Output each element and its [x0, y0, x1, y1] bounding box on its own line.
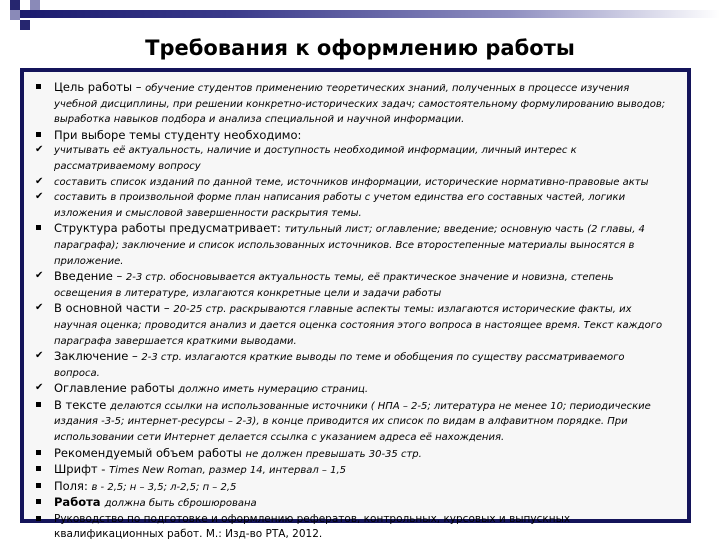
item-text: 2-3 стр. обосновывается актуальность темы, её практическое значение и новизна, степень освещения в литературе, излагаются конкретные цели и задачи работы: [54, 272, 614, 299]
list-item: [34, 479, 672, 496]
item-lead: Введение –: [54, 269, 126, 284]
item-lead: Работа: [54, 495, 105, 510]
checkmark-icon: ✔: [35, 191, 44, 203]
item-lead: Структура работы предусматривает:: [54, 221, 285, 236]
decor-square: [0, 10, 10, 20]
list-item: [34, 381, 672, 398]
requirements-list: [34, 80, 672, 541]
item-text: делаются ссылки на использованные источники ( НПА – 2-5; литература не менее 10; периодические издания -3-5; интернет-ресурсы – 2-3), в конце приводится их список по видам в алфавитном порядке. При использовании сети Интернет делается ссылка с указанием адреса её нахождения.: [54, 400, 651, 444]
checkmark-icon: ✔: [35, 175, 44, 187]
list-item: [34, 269, 672, 301]
list-item: [34, 446, 672, 463]
item-text: 2-3 стр. излагаются краткие выводы по теме и обобщения по существу рассматриваемого вопроса.: [54, 352, 625, 379]
list-item: [34, 349, 672, 381]
content-panel: [20, 68, 691, 540]
item-text: Times New Roman, размер 14, интервал – 1,5: [109, 465, 347, 477]
item-lead: Поля:: [54, 478, 92, 493]
list-item: [34, 398, 672, 446]
decor-square: [10, 20, 20, 30]
checkmark-icon: ✔: [35, 302, 44, 314]
list-item: [34, 143, 672, 174]
item-lead: Руководство по подготовке и оформлению рефератов, контрольных, курсовых и выпускных квалификационных работ. М.: Изд-во РТА, 2012.: [54, 513, 571, 540]
list-item: [34, 128, 672, 144]
item-text: в - 2,5; н – 3,5; л-2,5; п – 2,5: [91, 481, 237, 493]
checkmark-icon: ✔: [35, 144, 44, 156]
decor-square: [30, 0, 40, 10]
item-lead: Рекомендуемый объем работы: [54, 445, 246, 460]
checkmark-icon: ✔: [35, 270, 44, 282]
decor-gradient-bar: [20, 10, 720, 18]
list-item: [34, 175, 672, 191]
item-text: 20-25 стр. раскрываются главные аспекты темы: излагаются исторические факты, их научная оценка; проводится анализ и дается оценка состояния этого вопроса в настоящее время. Текст каждого параграфа завершается краткими выводами.: [54, 304, 663, 347]
decor-square: [20, 0, 30, 10]
decorative-header: [0, 0, 720, 34]
page-title: Требования к оформлению работы: [145, 36, 575, 60]
checkmark-icon: ✔: [35, 350, 44, 362]
item-text: составить в произвольной форме план написания работы с учетом единства его составных частей, логики изложения и смысловой завершенности раскрытия темы.: [54, 192, 626, 219]
item-lead: В тексте: [54, 397, 111, 412]
decor-square: [20, 20, 30, 30]
list-item: [34, 221, 672, 269]
list-item: [34, 462, 672, 479]
item-text: составить список изданий по данной теме, источников информации, исторические нормативно-правовые акты: [54, 176, 649, 188]
item-text: учитывать её актуальность, наличие и доступность необходимой информации, личный интерес к рассматриваемому вопросу: [54, 145, 577, 172]
list-item: [34, 301, 672, 349]
list-item: [34, 512, 672, 541]
item-lead: Шрифт -: [54, 462, 110, 477]
decor-square: [30, 20, 40, 30]
decor-square: [10, 0, 20, 10]
item-lead: При выборе темы студенту необходимо:: [54, 127, 302, 142]
checkmark-icon: ✔: [35, 382, 44, 394]
item-lead: Оглавление работы: [54, 381, 179, 396]
decor-square: [40, 0, 50, 10]
item-lead: В основной части –: [54, 301, 174, 316]
item-text: должна быть сброшюрована: [104, 498, 257, 510]
item-text: не должен превышать 30-35 стр.: [245, 448, 422, 460]
decor-square: [10, 10, 20, 20]
item-text: обучение студентов применению теоретических знаний, полученных в процессе изучения учебной дисциплины, при решении конкретно-исторических задач; самостоятельному формулированию выводов; выработка навыков подбора и анализа специальной и научной информации.: [54, 83, 666, 126]
item-text: должно иметь нумерацию страниц.: [178, 384, 369, 396]
list-item: [34, 80, 672, 128]
list-item: [34, 190, 672, 221]
list-item: [34, 495, 672, 512]
item-text: титульный лист; оглавление; введение; основную часть (2 главы, 4 параграфа); заключение и список использованных источников. Все второстепенные материалы выносятся в приложение.: [54, 224, 645, 267]
item-lead: Заключение –: [54, 349, 142, 364]
item-lead: Цель работы –: [54, 80, 146, 94]
